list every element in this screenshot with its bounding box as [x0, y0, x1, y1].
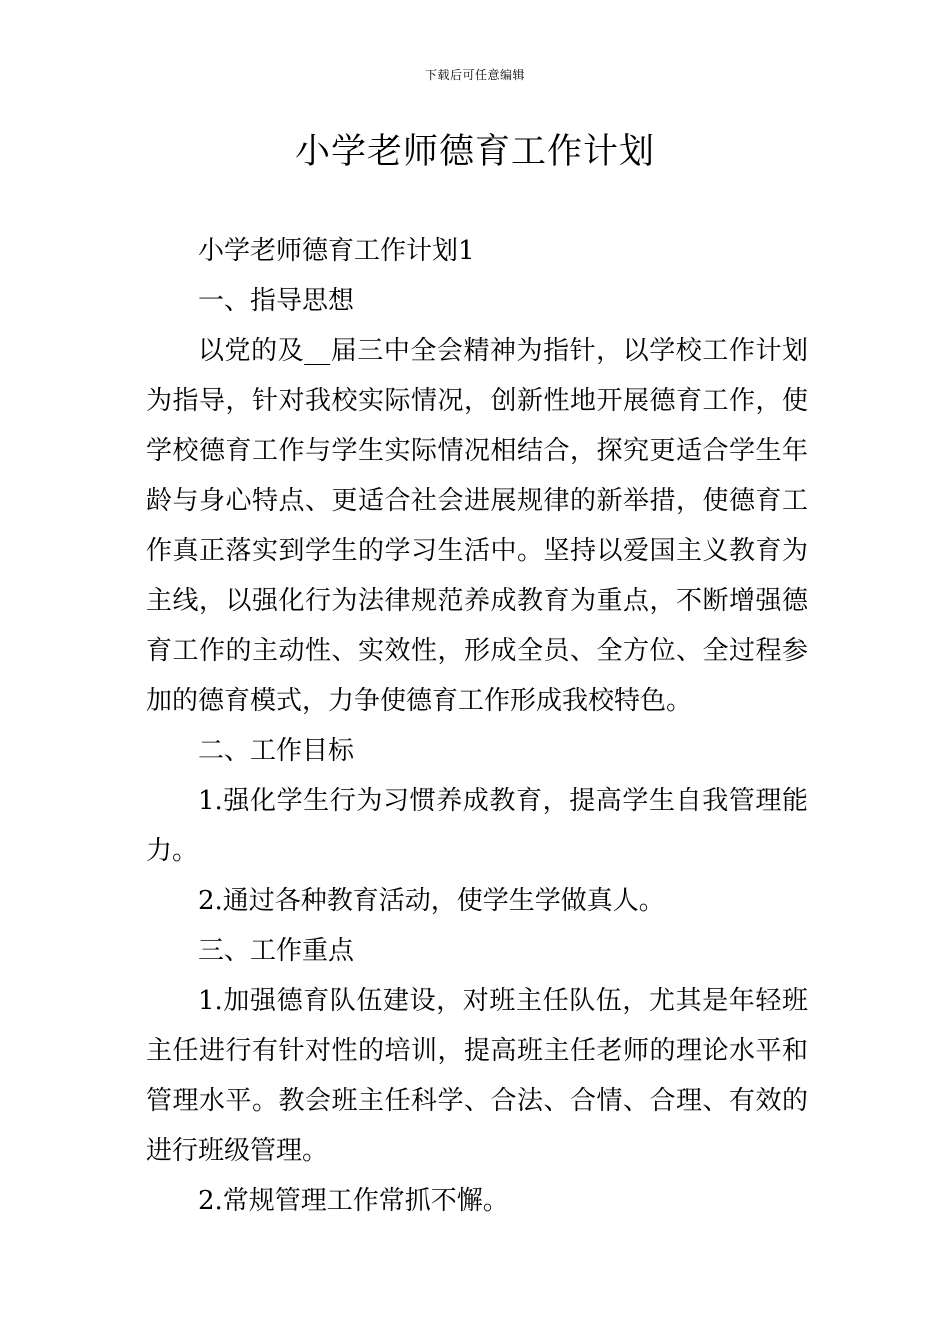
list-item-focus-2: 2.常规管理工作常抓不懈。 [198, 1186, 509, 1216]
document-title: 小学老师德育工作计划 [294, 132, 655, 172]
section-heading-work-goals: 二、工作目标 [198, 736, 355, 766]
list-item-focus-1: 1.加强德育队伍建设，对班主任队伍，尤其是年轻班主任进行有针对性的培训，提高班主任老师的理论水平和管理水平。教会班主任科学、合法、合情、合理、有效的进行班级管理。 [146, 986, 808, 1166]
section-heading-guiding-ideology: 一、指导思想 [198, 286, 355, 316]
list-item-goal-2: 2.通过各种教育活动，使学生学做真人。 [198, 886, 665, 916]
paragraph-guiding-ideology: 以党的及__届三中全会精神为指针，以学校工作计划为指导，针对我校实际情况，创新性地开展德育工作，使学校德育工作与学生实际情况相结合，探究更适合学生年龄与身心特点、更适合社会进展规律的新举措，使德育工作真正落实到学生的学习生活中。坚持以爱国主义教育为主线，以强化行为法律规范养成教育为重点，不断增强德育工作的主动性、实效性，形成全员、全方位、全过程参加的德育模式，力争使德育工作形成我校特色。 [146, 336, 808, 716]
section-heading-plan-1: 小学老师德育工作计划1 [198, 236, 475, 266]
list-item-goal-1: 1.强化学生行为习惯养成教育，提高学生自我管理能力。 [146, 786, 808, 866]
page-header-note: 下载后可任意编辑 [424, 68, 525, 82]
section-heading-work-focus: 三、工作重点 [198, 936, 355, 966]
document-body [146, 226, 808, 1226]
